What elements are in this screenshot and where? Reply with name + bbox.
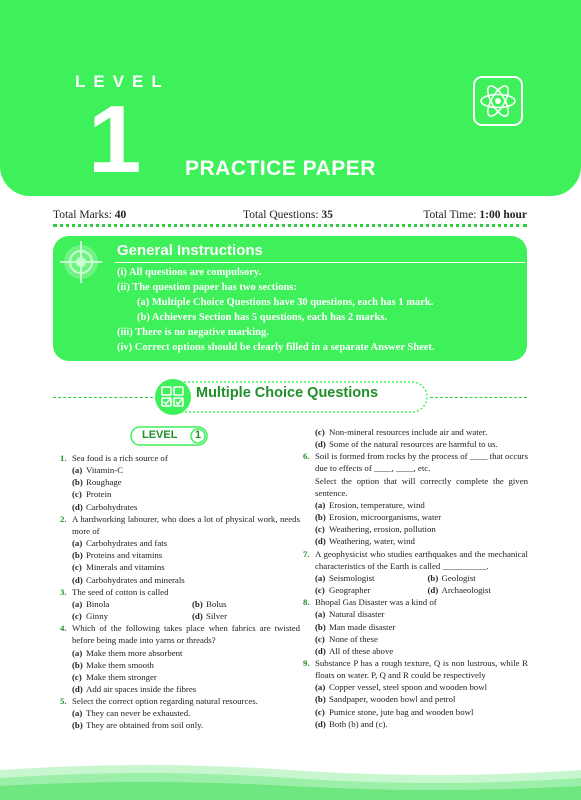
option-letter: (b) — [427, 572, 439, 583]
option-letter: (a) — [72, 538, 83, 549]
question-number: 4. — [60, 623, 67, 634]
option — [303, 645, 528, 657]
question — [60, 695, 300, 707]
option-text: Bolus — [206, 598, 227, 609]
option-text: Binola — [86, 598, 110, 609]
question-text: A hardworking labourer, who does a lot of physical work, needs more of — [72, 513, 300, 536]
option-text: Minerals and vitamins — [86, 562, 165, 573]
option — [303, 621, 528, 633]
question — [60, 452, 300, 464]
option-letter: (d) — [192, 611, 203, 622]
option-letter: (c) — [72, 671, 82, 682]
option — [60, 598, 180, 610]
option-letter: (b) — [315, 512, 326, 523]
option-letter: (c) — [315, 427, 325, 437]
question-text: Which of the following takes place when fabrics are twisted before being made into yarns or threads? — [72, 623, 300, 646]
option — [416, 584, 529, 596]
option-text: Add air spaces inside the fibres — [86, 683, 197, 694]
option-letter: (d) — [72, 501, 83, 512]
question — [303, 657, 528, 681]
total-questions: Total Questions: 35 — [243, 209, 333, 221]
option-text: Weathering, water, wind — [329, 536, 415, 547]
option — [303, 584, 416, 596]
question-instruction: Select the option that will correctly complete the given sentence. — [315, 475, 528, 498]
question — [303, 450, 528, 474]
option-text: Some of the natural resources are harmful to us. — [329, 439, 498, 450]
question-number: 7. — [303, 548, 310, 559]
option-letter: (d) — [427, 585, 439, 596]
option-letter: (b) — [72, 550, 83, 561]
option-letter: (c) — [72, 562, 82, 573]
option-text: Vitamin-C — [86, 465, 124, 476]
option — [303, 523, 528, 535]
section-title: Multiple Choice Questions — [196, 385, 379, 401]
option-letter: (a) — [315, 682, 326, 693]
option-text: Proteins and vitamins — [86, 550, 163, 561]
option — [60, 561, 300, 573]
option-row — [303, 584, 528, 596]
option — [180, 610, 300, 622]
option-text: Non-mineral resources include air and water. — [329, 427, 488, 437]
option-letter: (b) — [72, 720, 83, 731]
option-letter: (a) — [72, 708, 83, 719]
option-text: They can never be exhausted. — [86, 708, 191, 719]
question — [60, 513, 300, 537]
option — [60, 537, 300, 549]
instructions-box — [53, 236, 527, 361]
option-text: None of these — [329, 633, 378, 644]
question-text: The seed of cotton is called — [72, 586, 169, 597]
option-letter: (b) — [72, 659, 83, 670]
crosshair-icon — [59, 240, 103, 284]
option-letter: (c) — [315, 524, 325, 535]
question-number: 8. — [303, 597, 310, 608]
option-text: Both (b) and (c). — [329, 718, 388, 729]
option-text: Roughage — [86, 477, 122, 488]
option-row — [303, 572, 528, 584]
grid-checklist-icon — [160, 385, 186, 409]
option-text: Silver — [206, 611, 228, 622]
option-text: Weathering, erosion, pollution — [329, 524, 436, 535]
question-number: 9. — [303, 657, 310, 668]
option-letter: (a) — [315, 609, 326, 620]
question-text: Sea food is a rich source of — [72, 453, 168, 463]
option-text: Protein — [86, 489, 112, 500]
instruction-line: (iv) Correct options should be clearly filled in a separate Answer Sheet. — [117, 342, 435, 353]
option-letter: (a) — [315, 499, 326, 510]
option-letter: (b) — [192, 598, 203, 609]
option-letter: (d) — [315, 439, 326, 450]
option-letter: (d) — [315, 645, 326, 656]
option — [60, 707, 300, 719]
question-number: 1. — [60, 453, 67, 463]
instructions-rule — [115, 262, 525, 263]
option-text: Erosion, temperature, wind — [329, 499, 425, 510]
option-letter: (b) — [72, 477, 83, 488]
option-text: Carbohydrates — [86, 501, 138, 512]
level-badge-label: LEVEL — [142, 429, 178, 441]
option — [180, 598, 300, 610]
question-text: Soil is formed from rocks by the process of ____ that occurs due to effects of ____, ____, etc. — [315, 451, 528, 474]
section-rule-right — [430, 397, 527, 398]
option — [416, 572, 529, 584]
level-badge-number: 1 — [195, 429, 202, 441]
option-text: Carbohydrates and fats — [86, 538, 168, 549]
option — [303, 718, 528, 730]
option-text: Make them more absorbent — [86, 647, 183, 658]
option — [60, 488, 300, 500]
question-number: 3. — [60, 586, 67, 597]
question-text: Bhopal Gas Disaster was a kind of — [315, 597, 437, 608]
option-row — [60, 610, 300, 622]
option-letter: (c) — [315, 706, 325, 717]
instruction-line: (ii) The question paper has two sections: — [117, 282, 297, 293]
question — [60, 586, 300, 598]
option-letter: (c) — [315, 585, 325, 596]
option-letter: (a) — [72, 465, 83, 476]
option-text: All of these above — [329, 645, 394, 656]
option-text: Man made disaster — [329, 621, 396, 632]
question-number: 5. — [60, 696, 67, 707]
instruction-line: (a) Multiple Choice Questions have 30 questions, each has 1 mark. — [137, 297, 434, 308]
option-letter: (a) — [72, 647, 83, 658]
option — [60, 647, 300, 659]
question — [303, 596, 528, 608]
option — [60, 476, 300, 488]
footer-waves — [0, 752, 581, 800]
header-banner — [0, 0, 581, 196]
option — [303, 693, 528, 705]
option — [303, 572, 416, 584]
instructions-title: General Instructions — [117, 242, 263, 259]
option — [60, 671, 300, 683]
option-text: Geologist — [441, 572, 476, 583]
option-text: Carbohydrates and minerals — [86, 574, 185, 585]
option-text: Geographer — [329, 585, 371, 596]
option — [303, 426, 528, 438]
option-letter: (d) — [315, 718, 326, 729]
option-letter: (c) — [72, 489, 82, 500]
instruction-line: (b) Achievers Section has 5 questions, each has 2 marks. — [137, 312, 387, 323]
option-row — [60, 598, 300, 610]
option-text: Archaeologist — [441, 585, 491, 596]
level-badge — [130, 426, 208, 446]
atom-icon — [473, 76, 523, 126]
total-time: Total Time: 1:00 hour — [423, 209, 527, 221]
option-text: Erosion, microorganisms, water — [329, 512, 442, 523]
question-text: Select the correct option regarding natural resources. — [72, 696, 258, 707]
page-title: PRACTICE PAPER — [185, 157, 376, 180]
question-text: Substance P has a rough texture, Q is non lustrous, while R floats on water. P, Q and R could be respectively — [315, 657, 528, 681]
question-number: 6. — [303, 451, 310, 462]
option — [60, 610, 180, 622]
total-marks: Total Marks: 40 — [53, 209, 127, 221]
option — [60, 464, 300, 476]
level-word: LEVEL — [75, 72, 170, 91]
option-letter: (a) — [315, 572, 326, 583]
option — [303, 438, 528, 450]
option-text: Natural disaster — [329, 609, 385, 620]
option — [60, 659, 300, 671]
option — [60, 501, 300, 513]
level-number: 1 — [88, 86, 142, 193]
option — [303, 681, 528, 693]
question — [60, 622, 300, 646]
question-number: 2. — [60, 513, 67, 524]
option-letter: (d) — [315, 536, 326, 547]
option-letter: (d) — [72, 574, 83, 585]
option — [303, 499, 528, 511]
option-letter: (c) — [72, 611, 82, 622]
option-text: Pumice stone, jute bag and wooden bowl — [329, 706, 474, 717]
option-text: Ginny — [86, 611, 108, 622]
section-rule-left — [53, 397, 153, 398]
option — [303, 608, 528, 620]
option — [60, 719, 300, 731]
option — [303, 633, 528, 645]
option-letter: (b) — [315, 694, 326, 705]
option — [303, 535, 528, 547]
option-text: Seismologist — [329, 572, 375, 583]
option-letter: (b) — [315, 621, 326, 632]
option-text: Make them stronger — [86, 671, 157, 682]
option — [60, 574, 300, 586]
dotted-divider — [53, 224, 527, 227]
option-text: Sandpaper, wooden bowl and petrol — [329, 694, 456, 705]
option-text: Make them smooth — [86, 659, 154, 670]
option-letter: (a) — [72, 598, 83, 609]
questions-right-column — [303, 426, 528, 730]
option — [303, 706, 528, 718]
questions-left-column — [60, 452, 300, 732]
question — [303, 548, 528, 572]
option-text: They are obtained from soil only. — [86, 720, 204, 731]
instruction-line: (iii) There is no negative marking. — [117, 327, 269, 338]
option-text: Copper vessel, steel spoon and wooden bowl — [329, 682, 488, 693]
option — [60, 549, 300, 561]
instruction-line: (i) All questions are compulsory. — [117, 267, 262, 278]
question-text: A geophysicist who studies earthquakes and the mechanical characteristics of the Earth is called __________. — [315, 548, 528, 571]
option — [60, 683, 300, 695]
option-letter: (d) — [72, 683, 83, 694]
option — [303, 511, 528, 523]
option-letter: (c) — [315, 633, 325, 644]
